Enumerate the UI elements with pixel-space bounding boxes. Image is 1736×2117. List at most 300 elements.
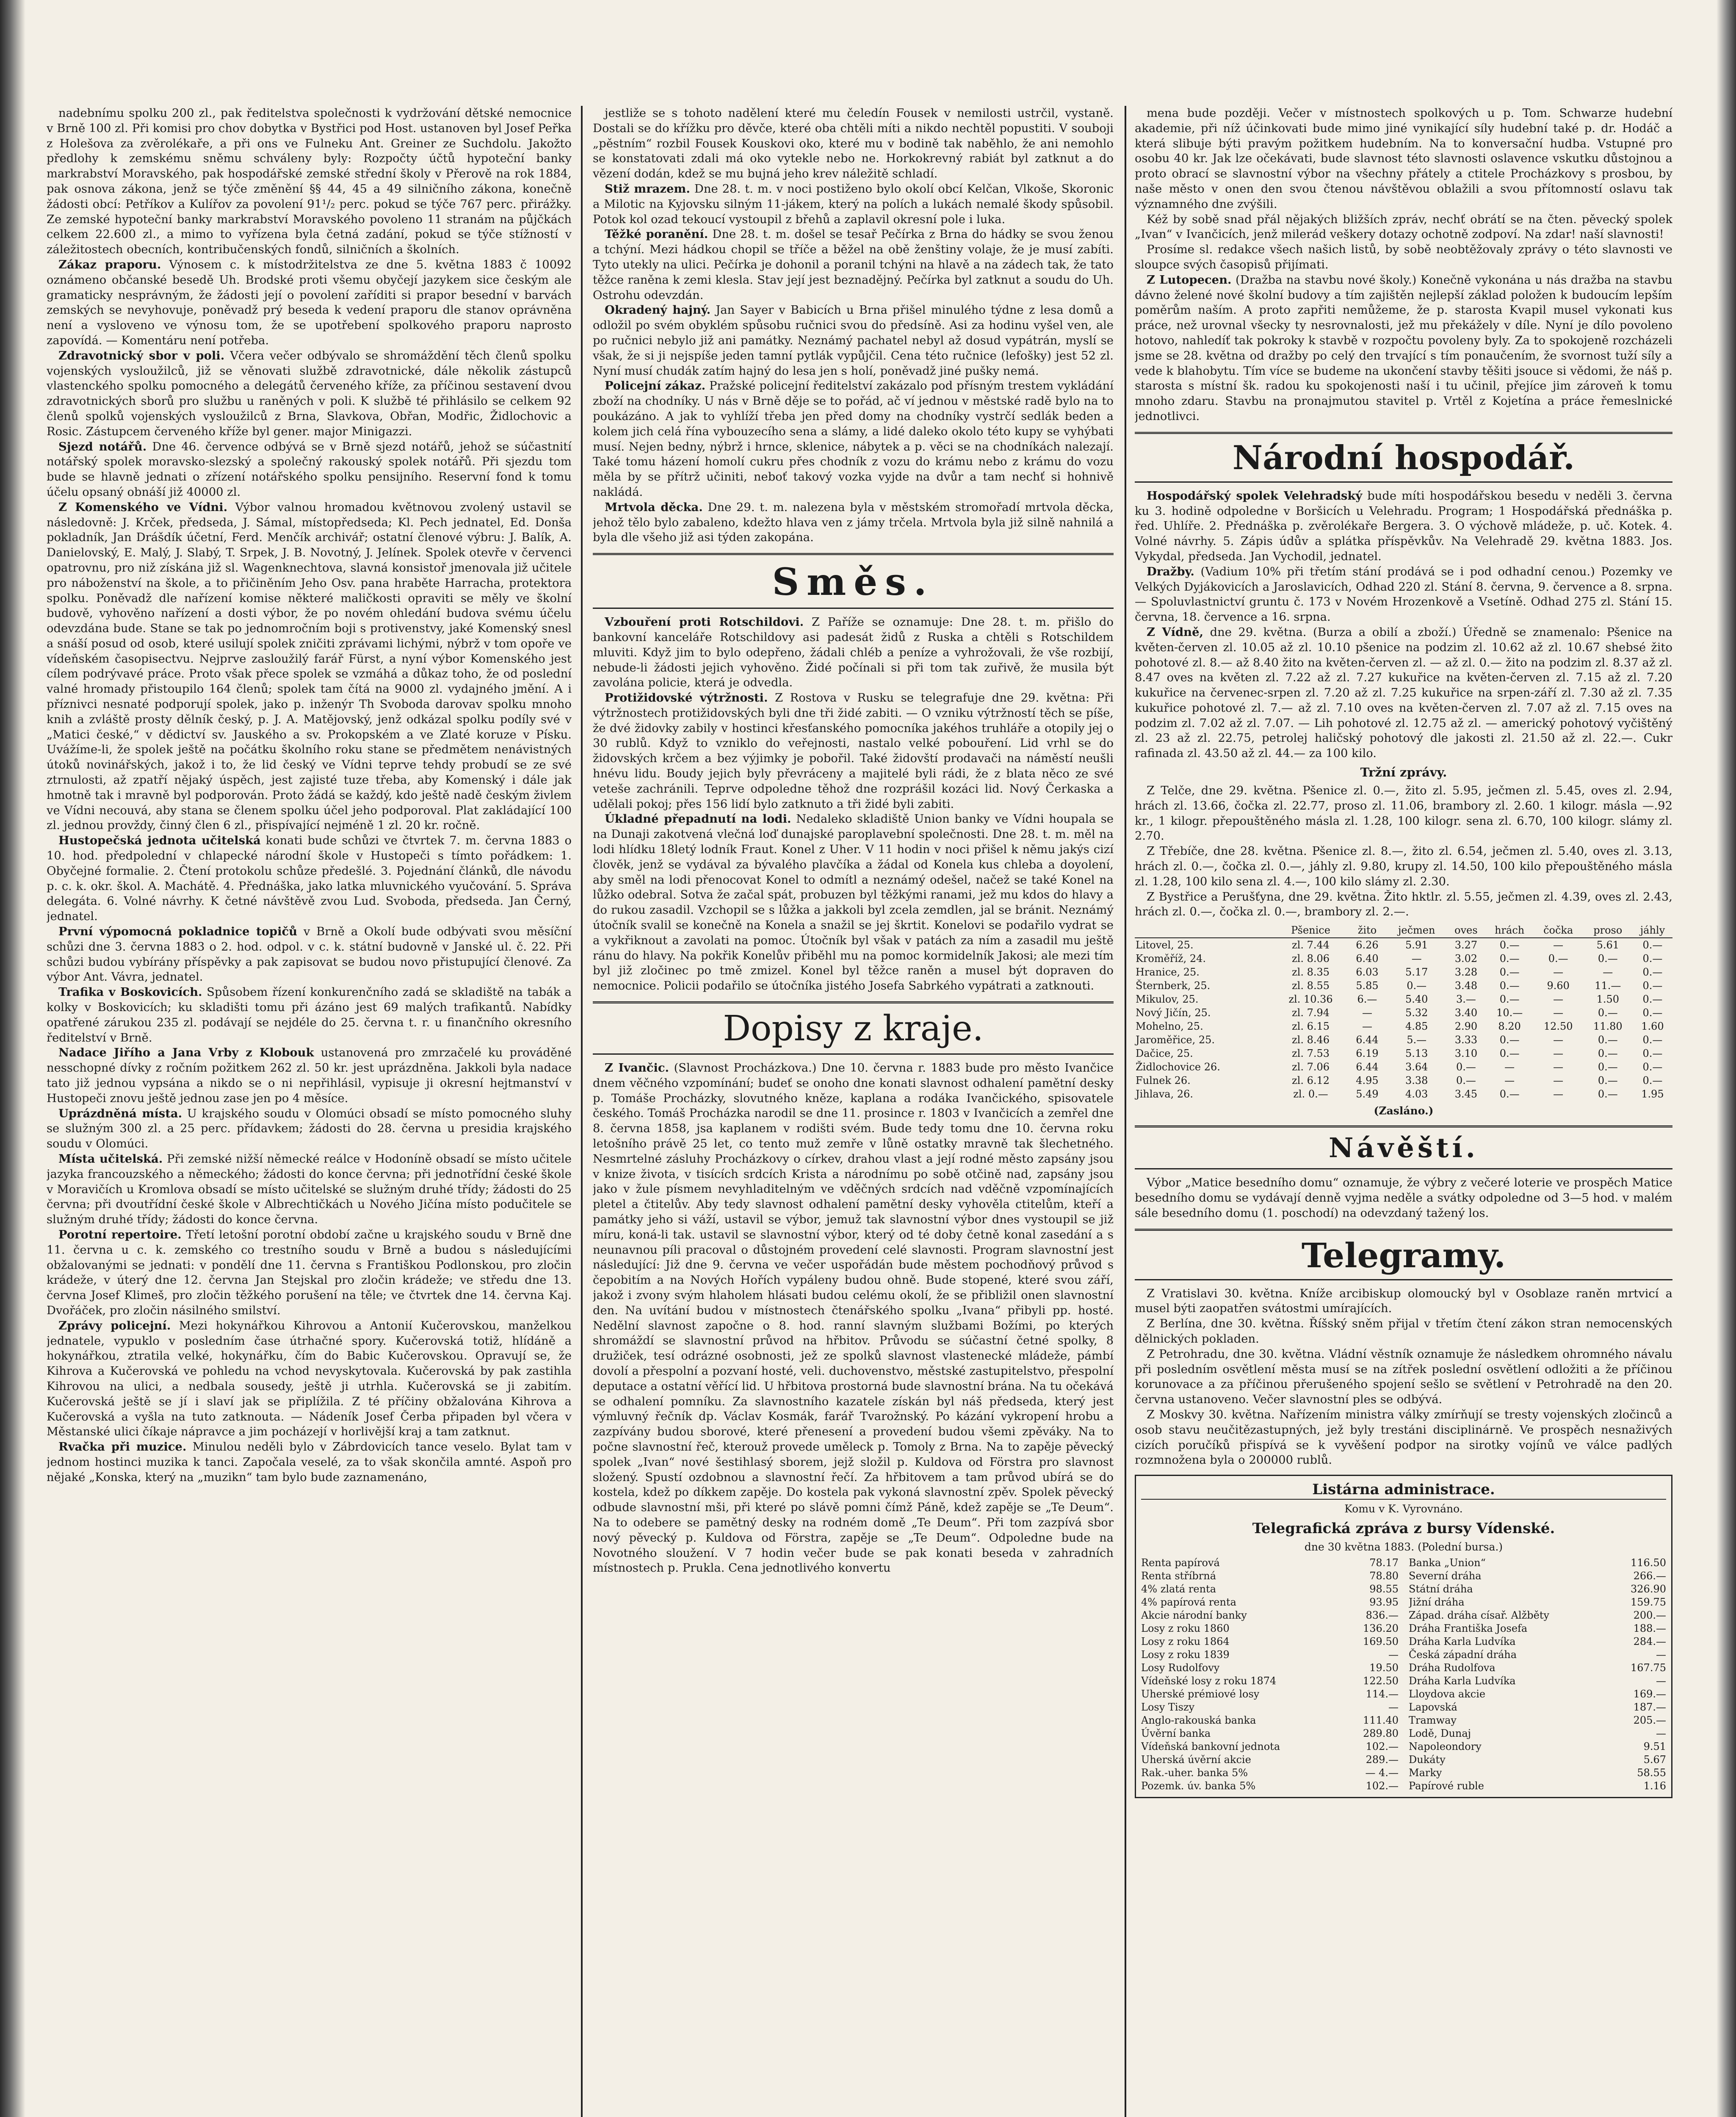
article <box>593 812 1114 994</box>
table-cell: — <box>1362 1020 1372 1033</box>
bourse-quote-name: Papírové ruble <box>1409 1780 1484 1792</box>
bourse-quote-row <box>1141 1622 1399 1635</box>
bourse-quote-name: Vídeňská bankovní jednota <box>1141 1741 1280 1753</box>
article <box>593 182 1114 227</box>
bourse-quote-value: 188.— <box>1633 1622 1666 1635</box>
article <box>1135 625 1672 761</box>
table-cell: 10.— <box>1496 1007 1523 1019</box>
bourse-quote-value: 289.80 <box>1363 1727 1399 1740</box>
table-cell: Jihlava, 26. <box>1136 1088 1194 1100</box>
article-body: v Brně a Okolí bude odbývati svou měsíční schůzi dne 3. června 1883 o 2. hod. odpol. v c. k. státní budovně v Janské ul. č. 22. Při schůzi budou vybírány příspěvky a pak zapisovat se budou novo přistupující členové. Za výbor Ant. Vávra, jednatel. <box>47 925 572 984</box>
table-cell: 0.— <box>1456 1075 1476 1087</box>
bourse-quote-value: 102.— <box>1366 1741 1399 1753</box>
bourse-quote-value: 98.55 <box>1369 1583 1399 1595</box>
bourse-quote-row <box>1409 1609 1666 1622</box>
table-cell: 3.— <box>1456 993 1476 1006</box>
article <box>47 1045 572 1106</box>
table-cell: 0.— <box>1642 993 1663 1006</box>
table-row <box>1135 1047 1672 1060</box>
table-cell: 1.95 <box>1641 1088 1664 1100</box>
table-cell: Židlochovice 26. <box>1136 1061 1220 1073</box>
article <box>47 257 572 348</box>
telegram-item: Z Berlína, dne 30. května. Říšský sněm přijal v třetím čtení zákon stran nemocenských dělnických pokladen. <box>1135 1317 1672 1346</box>
column-rule <box>581 106 583 2117</box>
table-cell: 3.10 <box>1454 1047 1478 1060</box>
bourse-quote-row <box>1141 1780 1399 1793</box>
bourse-title: Telegrafická zpráva z bursy Vídenské. <box>1252 1520 1555 1537</box>
bourse-quote-row <box>1141 1701 1399 1714</box>
bourse-quote-value: 78.17 <box>1369 1557 1399 1569</box>
bourse-quote-row <box>1409 1766 1666 1780</box>
bourse-quote-value: 284.— <box>1633 1636 1666 1648</box>
table-cell: zl. 8.06 <box>1292 953 1330 965</box>
table-cell: zl. 8.46 <box>1292 1034 1330 1046</box>
table-cell: Šternberk, 25. <box>1136 980 1211 992</box>
bourse-quote-row <box>1409 1622 1666 1635</box>
bourse-left-column <box>1141 1556 1399 1793</box>
table-cell: 0.— <box>1598 1088 1618 1100</box>
bourse-subtitle: dne 30 května 1883. (Polední bursa.) <box>1304 1541 1503 1553</box>
bourse-quote-name: Tramway <box>1409 1714 1457 1727</box>
bourse-quote-name: Česká západní dráha <box>1409 1649 1517 1661</box>
article-text: Prosíme sl. redakce všech našich listů, by sobě neobtěžovaly zprávy o této slavnosti ve sloupce svých časopisů přijímati. <box>1135 243 1672 271</box>
bourse-quote-row <box>1141 1688 1399 1701</box>
bourse-quote-name: Renta stříbrná <box>1141 1570 1216 1582</box>
table-cell: Mikulov, 25. <box>1136 993 1199 1006</box>
table-cell: 0.— <box>1642 939 1663 951</box>
table-cell: 0.— <box>1499 980 1520 992</box>
bourse-quote-row <box>1409 1583 1666 1596</box>
table-cell: 12.50 <box>1543 1020 1573 1033</box>
table-row <box>1135 1060 1672 1074</box>
bourse-quote-value: 200.— <box>1633 1609 1666 1622</box>
bourse-quote-row <box>1409 1688 1666 1701</box>
market-report: Z Třebíče, dne 28. května. Pšenice zl. 8.—, žito zl. 6.54, ječmen zl. 5.40, oves zl. 3.13, hrách zl. 0.—, čočka zl. 0.—, jáhly zl. 9.80, krupy zl. 14.50, 100 kilo přepouštěného másla zl. 1.28, 100 kilo sena zl. 4.—, 100 kilo slámy zl. 2.30. <box>1135 845 1672 888</box>
article <box>47 439 572 500</box>
table-cell: — <box>1553 966 1564 978</box>
bourse-quote-row <box>1141 1753 1399 1766</box>
article-heading: Policejní zákaz. <box>605 379 706 393</box>
table-cell: 0.— <box>1642 1061 1663 1073</box>
bourse-quote-row <box>1141 1596 1399 1609</box>
table-row <box>1135 1020 1672 1033</box>
bourse-quote-name: Západ. dráha císař. Alžběty <box>1409 1609 1550 1622</box>
table-cell: Nový Jičín, 25. <box>1136 1007 1211 1019</box>
table-cell: 0.— <box>1642 1034 1663 1046</box>
bourse-quote-row <box>1409 1675 1666 1688</box>
article-heading: Zprávy policejní. <box>58 1318 171 1332</box>
article <box>1135 273 1672 424</box>
bourse-quote-row <box>1409 1701 1666 1714</box>
article-body: Dne 28. t. m. v noci postiženo bylo okolí obcí Kelčan, Vlkoše, Skoronic a Milotic na Kyjovsku silným 11-jákem, který na polích a lukách nemalé škody spůsobil. Potok kol ozad tekoucí vystoupil z břehů a zaplavil okresní pole i luka. <box>593 182 1114 226</box>
table-cell: 6.40 <box>1356 953 1379 965</box>
table-cell: 5.85 <box>1356 980 1379 992</box>
table-cell: 0.— <box>1499 1088 1520 1100</box>
bourse-quote-value: 58.55 <box>1637 1767 1666 1779</box>
bourse-quote-value: 5.67 <box>1643 1754 1666 1766</box>
bourse-quote-name: Marky <box>1409 1767 1442 1779</box>
table-cell: 5.17 <box>1405 966 1428 978</box>
telegram-item: Z Moskvy 30. května. Nařízením ministra války zmírňují se tresty vojenských zločinců a osob stavu neučitězastupných, jež byly trestáni disciplinárně. Ve prospěch nesnaživých cizích poručíků přispívá se k vyvěšení podpor na sirotky vojínů ve válce padlých rozmnožena byla o 200000 rublů. <box>1135 1408 1672 1467</box>
table-cell: 0.— <box>1499 1047 1520 1060</box>
bourse-quote-value: 93.95 <box>1369 1596 1399 1608</box>
table-cell: 5.40 <box>1405 993 1428 1006</box>
article-heading: Protižidovské výtržnosti. <box>605 691 768 705</box>
article-heading: Rvačka při muzice. <box>58 1440 187 1454</box>
section-heading-smes: Směs. <box>593 553 1114 609</box>
bourse-quote-name: Lapovská <box>1409 1701 1457 1713</box>
table-cell: 4.03 <box>1405 1088 1428 1100</box>
article-body: Nedaleko skladiště Union banky ve Vídni houpala se na Dunaji zakotvená vlečná loď dunajské paroplavební společnosti. Dne 28. t. m. měl na lodi hlídku 18letý lodník Fraut. Konel z Uher. V 11 hodin v noci přišel k němu jakýs cizí člověk, jenž se vydával za bývalého plavčíka a žádal od Konela kus chleba a doyolení, aby směl na lodi přenocovat Konel to odmítl a neznámý odešel, načež se také Konel na lůžko odebral. Sotva že začal spát, probuzen byl těžkými ranami, jež mu kdos do hlavy a do rukou zasadil. Vzchopil se s lůžka a jakkoli byl zcela zemdlen, jal se bránit. Neznámý útočník svalil se konečně na Konela a snažil se jej škrtit. Konelovi se podařilo vydrat se a vykřiknout a zavolati na pomoc. Útočník byl však v patách za ním a zasadil mu ještě ránu do hlavy. Na pokřik Konelův přiběhl mu na pomoc kormidelník Jakosi; ale mezi tím byl již zločinec po tmě zmizel. Konel byl těžce raněn a musel být dopraven do nemocnice. Policii podařilo se útočníka jistého Josefa Sabrkého vypátrati a zatknouti. <box>593 813 1114 993</box>
article <box>593 379 1114 500</box>
table-header-cell: žito <box>1348 923 1387 938</box>
article-heading: Nadace Jiřího a Jana Vrby z Klobouk <box>58 1046 314 1060</box>
table-cell: zl. 7.94 <box>1292 1007 1330 1019</box>
bourse-quote-name: Dukáty <box>1409 1754 1446 1766</box>
bourse-quote-value: 326.90 <box>1631 1583 1666 1595</box>
table-header-cell: hrách <box>1486 923 1534 938</box>
table-cell: 5.32 <box>1405 1007 1428 1019</box>
table-cell: zl. 10.36 <box>1288 993 1333 1006</box>
article <box>47 1227 572 1318</box>
article-heading: Těžké poranění. <box>605 227 708 241</box>
table-row <box>1135 1074 1672 1087</box>
article <box>47 924 572 985</box>
table-cell: 0.— <box>1642 1075 1663 1087</box>
bourse-quote-row <box>1141 1675 1399 1688</box>
article <box>47 348 572 439</box>
bourse-quote-row <box>1141 1570 1399 1583</box>
table-row <box>1135 979 1672 992</box>
bourse-quote-row <box>1141 1727 1399 1740</box>
table-cell: 0.— <box>1598 1047 1618 1060</box>
table-row <box>1135 1033 1672 1047</box>
bourse-right-column <box>1409 1556 1666 1793</box>
table-cell: 3.45 <box>1454 1088 1478 1100</box>
table-cell: — <box>1553 1061 1564 1073</box>
bourse-quote-row <box>1141 1609 1399 1622</box>
table-cell: 3.33 <box>1454 1034 1478 1046</box>
bourse-quote-row <box>1141 1556 1399 1570</box>
bourse-quote-name: Uherské prémiové losy <box>1141 1688 1260 1700</box>
article-body: bude míti hospodářskou besedu v neděli 3. června ku 3. hodině odpoledne v Boršicích u Velehradu. Program; 1 Hospodářská přednáška p. řed. Uhlíře. 2. Přednáška p. zvěrolékaře Bergera. 3. O výchově mládeže, p. uč. Kotek. 4. Volné návrhy. 5. Zápis údův a splátka příspěvkův. Na Velehradě 29. května 1883. Jos. Vykydal, předseda. Jan Vychodil, jednatel. <box>1135 489 1672 563</box>
article-heading: Uprázdněná místa. <box>58 1106 182 1120</box>
table-cell: 0.— <box>1499 993 1520 1006</box>
article-body: (Dražba na stavbu nové školy.) Konečně vykonána u nás dražba na stavbu dávno želené nové školní budovy a tím zajištěn nejlepší základ položen k budoucím lepším poměrům naším. A proto zapřiti nemůžeme, že p. starosta Kvapil musel vykonati kus práce, než urovnal všecky ty nesrovnalosti, jež mu překážely v díle. Nyní je dílo povoleno hotovo, nahledíť tak pokroky k stavbě v rozpočtu povoleny byly. Za to spokojeně rozcházeli jsme se 28. května od dražby po celý den trvající s tím ponaučením, že svornost tuží síly a vede k blahobytu. Tím více se budeme na ukončení stavby těšiti jsouce si vědomi, že náš p. starosta s místní šk. radou ku spokojenosti naší i tu učinil, přejíce jim zároveň k tomu mnoho zdaru. Stavbu na pronajmutou stavitel p. Vrtěl z Kojetína a práce řemeslnické jednotlivci. <box>1135 273 1672 423</box>
table-cell: — <box>1553 939 1564 951</box>
article <box>1135 489 1672 564</box>
table-cell: 5.91 <box>1405 939 1428 951</box>
article <box>47 833 572 924</box>
bourse-quote-name: Dráha Karla Ludvíka <box>1409 1675 1516 1687</box>
article-body: ustanovená pro zmrzačelé ku prováděné nesschopné dívky z ročním požitkem 262 zl. 50 kr. jest uprázdněna. Jakkoli byla nadace tato již jednou vypsána a nikdo se o ni nepřihlásil, vypisuje ji okresní hejtmanství v Hustopeči znovu ještě jednou zase jen po 4 měsíce. <box>47 1046 572 1105</box>
table-cell: Dačice, 25. <box>1136 1047 1193 1060</box>
telegram-item: Z Petrohradu, dne 30. května. Vládní věstník oznamuje že následkem ohromného návalu při posledním osvětlení města musí se na zítřek poslední osvětlení odložiti a že příčinou korunovace a za příčinou přerušeného spojení sešlo se světlení v Petrohradě na den 20. června ustanoveno. Večer slavnostní ples se odbývá. <box>1135 1347 1672 1407</box>
table-cell: zl. 7.06 <box>1292 1061 1330 1073</box>
table-cell: 6.26 <box>1356 939 1379 951</box>
bourse-quote-row <box>1141 1583 1399 1596</box>
article-body: Z Rostova v Rusku se telegrafuje dne 29. května: Při výtržnostech protižidovských byli dne tři židé zabiti. — O vzniku výtržností těch se píše, že dvé židovky zabily v hostinci křesťanského pomocníka jakéhos truhláře a otopily jej o 30 rublů. Když to vzniklo do veřejnosti, nastalo velké pobouření. Lid vrhl se do židovských krčem a bez výjimky je pobořil. Také židovští prodavači na náměstí neušli hnévu lidu. Boudy jejich byly převráceny a majitelé byli rádi, že z blata něco ze své veteše zachránili. Teprve odpoledne těhož dne rozprášil kozáci lid. Nový Čerkaska a udělali pokoj; přes 156 lidí bylo zatknuto a tři židé byli zabiti. <box>593 691 1114 811</box>
table-cell: 0.— <box>1499 939 1520 951</box>
article-body: Mezi hokynářkou Kihrovou a Antonií Kučerovskou, manželkou jednatele, vypuklo v posledním čase útrhačné spory. Kučerovská totiž, hlídáně a hokynářkou, ztratila velké, hokynářku, čím do Babic Kučerovskou. Opravují se, že Kihrova a Kučerovská ve pohledu na vchod nevyskytovala. Kučerovská by pak zastihla Kihrovou na ulici, a nedbala sousedy, ještě ji utrhla. Kučerovská se ji zabitím. Kučerovská ještě se jí i slaví jak se připlížila. Z té příčiny obžalována Kihrova a Kučerovská a vyšla na tuto zatknouta. — Nádeník Josef Čerba připaden byl včera v Městanské ulici číkaje nápravce a jim pocházejí v horlivější kraj a tam zatknut. <box>47 1319 572 1439</box>
table-cell: — <box>1553 993 1564 1006</box>
bourse-quote-name: Jižní dráha <box>1409 1596 1465 1608</box>
bourse-quote-row <box>1141 1635 1399 1648</box>
table-cell: 3.64 <box>1405 1061 1428 1073</box>
bourse-quote-name: Banka „Union“ <box>1409 1557 1486 1569</box>
table-header-cell: ječmen <box>1387 923 1446 938</box>
article-body: (Vadium 10% při třetím stání prodává se i pod odhadní cenou.) Pozemky ve Velkých Dyjákovicích a Jaroslavicích, Odhad 220 zl. Stání 8. června, 9. července a 8. srpna. — Spoluvlastnictví gruntu č. 173 v Novém Hrozenkově a Vsetíně. Odhad 275 zl. Stání 15. června, 18. července a 16. srpna. <box>1135 565 1672 624</box>
bourse-quote-value: — <box>1388 1701 1399 1713</box>
table-cell: 0.— <box>1642 966 1663 978</box>
bourse-quote-name: Losy z roku 1864 <box>1141 1636 1230 1648</box>
article-body: Pražské policejní ředitelství zakázalo pod přísným trestem vykládání zboží na chodníky. U nás v Brně děje se to pořád, ač ví jednou v městské radě bylo na to poukázáno. A jak to vyhlíží třeba jen před domy na chodníky vystrčí sedlák beden a kolem jich celá řína vybouzecího sena a slámy, a lidé daleko okolo této kupy se vyhýbati musí. Nejen bedny, nýbrž i hrnce, sklenice, nábytek a p. věci se na chodníkách nalezají. Také tomu házení homolí cukru přes chodník z vozu do krámu nebo z krámu do vozu měla by se přítrž učiniti, neboť takový vozka vyjde na dvůr a tam nechť si hohnivě nakládá. <box>593 379 1114 499</box>
table-cell: zl. 7.44 <box>1292 939 1330 951</box>
bourse-quote-value: 289.— <box>1366 1754 1399 1766</box>
table-cell: zl. 8.35 <box>1292 966 1330 978</box>
article <box>47 1152 572 1227</box>
bourse-quote-name: Losy z roku 1839 <box>1141 1649 1230 1661</box>
article-heading: Hustopečská jednota učitelská <box>58 834 261 848</box>
table-cell: — <box>1553 1047 1564 1060</box>
table-cell: Kroměříž, 24. <box>1136 953 1206 965</box>
bourse-quote-name: Akcie národní banky <box>1141 1609 1247 1622</box>
article <box>593 691 1114 812</box>
table-cell: zl. 7.53 <box>1292 1047 1330 1060</box>
table-cell: 1.60 <box>1641 1020 1664 1033</box>
bourse-quote-row <box>1141 1648 1399 1661</box>
table-cell: — <box>1553 1088 1564 1100</box>
article-text: mena bude později. Večer v místnostech spolkových u p. Tom. Schwarze hudební akademie, při níž účinkovati bude mimo jiné vynikající síly hudební také p. dr. Hodáč a která slibuje býti pravým požitkem hudebním. Na to konversační hudba. Vstupné pro osobu 40 kr. Jak lze očekávati, bude slavnost této slavnosti oslavence vskutku důstojnou a proto obrací se slavnostní výbor na všechny přátely a ctitele Procházkovy s prosbou, by naše město v onen den svou čtenou návštěvou oblažili a svou přítomností oslavu tak významného dne zvýšili. <box>1135 107 1672 211</box>
article-body: konati bude schůzi ve čtvrtek 7. m. června 1883 o 10. hod. předpolední v chlapecké národní škole v Hustopeči s tímto pořádkem: 1. Obyčejné formalie. 2. Čtení protokolu schůze předešlé. 3. Pojednání článků, dle návodu p. c. k. okr. škol. A. Machátě. 4. Přednáška, jako latka mluvnického vyučování. 5. Správa delegáta. 6. Volné návrhy. K četné návštěvě zvou Lud. Svoboda, předseda. Jan Černý, jednatel. <box>47 834 572 923</box>
bourse-quote-value: 136.20 <box>1363 1622 1399 1635</box>
article-heading: Sjezd notářů. <box>58 439 147 453</box>
article-body: dne 29. května. (Burza a obilí a zboží.) Úředně se znamenalo: Pšenice na květen-červen zl. 10.05 až zl. 10.10 pšenice na podzim zl. 10.62 až zl. 10.67 shebsé žito pohotové zl. 8.— až 8.40 žito na květen-červen zl. — až zl. 0.— žito na podzim zl. 8.37 až zl. 8.47 oves na květen zl. 7.22 až zl. 7.27 kukuřice na květen-červen zl. 7.15 až zl. 7.20 kukuřice na červenec-srpen zl. 7.20 až zl. 7.25 kukuřice na srpen-září zl. 7.30 až zl. 7.35 kukuřice pohotové zl. 7.— až zl. 7.10 oves na květen-červen zl. 7.07 až zl. 7.15 oves na podzim zl. 7.02 až zl. 7.07. — Lih pohotové zl. 12.75 až zl. — americký pohotový vyčištěný zl. 23 až zl. 22.75, petrolej haličský pohotový dle jakosti zl. 21.50 až zl. 22.—. Cukr rafinada zl. 43.50 až zl. 44.— za 100 kilo. <box>1135 625 1672 760</box>
table-cell: 1.50 <box>1596 993 1619 1006</box>
bourse-quote-row <box>1409 1661 1666 1675</box>
bourse-quote-name: 4% zlatá renta <box>1141 1583 1216 1595</box>
table-cell: 3.38 <box>1405 1075 1428 1087</box>
table-cell: 8.20 <box>1498 1020 1521 1033</box>
table-cell: 4.85 <box>1405 1020 1428 1033</box>
market-price-table <box>1135 923 1672 1101</box>
bourse-quote-name: Renta papírová <box>1141 1557 1220 1569</box>
table-cell: zl. 0.— <box>1293 1088 1328 1100</box>
bourse-quote-name: Úvěrní banka <box>1141 1727 1211 1740</box>
table-header-cell: jáhly <box>1633 923 1672 938</box>
bourse-quote-name: Severní dráha <box>1409 1570 1482 1582</box>
article-body: Minulou neděli bylo v Zábrdovicích tance veselo. Bylat tam v jednom hostinci muzika k tanci. Započala veselé, za to však skončila amnté. Aspoň pro nějaké „Konska, který na „muzikn“ tam bylo bude zaznamenáno, <box>47 1440 572 1484</box>
bourse-quote-value: 169.50 <box>1363 1636 1399 1648</box>
bourse-quote-row <box>1409 1596 1666 1609</box>
article-heading: První výpomocná pokladnice topičů <box>58 925 298 939</box>
table-cell: Litovel, 25. <box>1136 939 1194 951</box>
bourse-quote-name: Lodě, Dunaj <box>1409 1727 1471 1740</box>
article-heading: Mrtvola děcka. <box>605 500 703 514</box>
article-body: Dne 28. t. m. došel se tesař Pečírka z Brna do hádky se svou ženou a tchýní. Mezi hádkou chopil se tříče a běžel na obě ženštiny volaje, že je musí zabíti. Tyto utekly na ulici. Pečírka je dohonil a poranil tchýni na hlavě a na zádech tak, že tato těžce raněna k zemi klesla. Stav její jest beznadějný. Pečírka byl zatknut a soudu do Uh. Ostrohu odevzdán. <box>593 228 1114 302</box>
article-heading: Z Vídně, <box>1147 625 1204 639</box>
bourse-quote-row <box>1409 1727 1666 1740</box>
bourse-quote-value: 266.— <box>1633 1570 1666 1582</box>
bourse-quote-value: 116.50 <box>1631 1557 1666 1569</box>
table-row <box>1135 1087 1672 1101</box>
column-2 <box>593 106 1114 2117</box>
column-rule <box>1125 106 1126 2117</box>
table-cell: Mohelno, 25. <box>1136 1020 1203 1033</box>
bourse-quote-name: Anglo-rakouská banka <box>1141 1714 1256 1727</box>
table-cell: 3.40 <box>1454 1007 1478 1019</box>
table-cell: — <box>1362 1007 1372 1019</box>
bourse-quote-row <box>1409 1740 1666 1753</box>
bourse-quote-name: 4% papírová renta <box>1141 1596 1236 1608</box>
page-right-edge <box>1717 0 1736 2117</box>
bourse-quote-value: 1.16 <box>1643 1780 1666 1792</box>
bourse-quote-value: 102.— <box>1366 1780 1399 1792</box>
table-cell: — <box>1553 1034 1564 1046</box>
table-cell: 0.— <box>1499 953 1520 965</box>
bourse-quote-value: 169.— <box>1633 1688 1666 1700</box>
telegram-item: Z Vratislavi 30. května. Kníže arcibiskup olomoucký byl v Osoblaze raněn mrtvicí a musel býti zaopatřen svátostmi umírajících. <box>1135 1287 1672 1316</box>
bourse-quote-row <box>1409 1780 1666 1793</box>
article <box>1135 564 1672 625</box>
article-body: Dne 29. t. m. nalezena byla v městském stromořadí mrtvola děcka, jehož tělo bylo zabaleno, kdežto hlava ven z jámy trčela. Mrtvola byla již silně nahnilá a byla dle všeho již asi týden zakopána. <box>593 500 1114 544</box>
article-body: Jan Sayer v Babicích u Brna přišel minulého týdne z lesa domů a odložil po svém obyklém spůsobu ručnici svou do předsíně. Asi za hodinu vyšel ven, ale po ručnici nebylo již ani památky. Neznámý pachatel nebyl až dosud vypátrán, myslí se však, že si ji nejspíše jeden tamní pytlák vypůjčil. Cena této ručnice (lefošky) jest 52 zl. Nyní musí chudák zatím hajný do lesa jen s holí, poněvadž jiné pušky nemá. <box>593 304 1114 378</box>
article-heading: Úkladné přepadnutí na lodi. <box>605 812 791 826</box>
article <box>593 500 1114 545</box>
bourse-quote-name: Uherská úvěrní akcie <box>1141 1754 1251 1766</box>
article-body: Dne 46. července odbývá se v Brně sjezd notářů, jehož se súčastnití notářský spolek moravsko-slezský a společný rakouský spolek notářů. Při sjezdu tom bude se hlavně jednati o zřízení notářského spolku pensijního. Reservní fond k tomu účelu opsaný obnáší již 40000 zl. <box>47 440 572 499</box>
box-line: Komu v K. Vyrovnáno. <box>1344 1503 1463 1515</box>
article <box>47 500 572 834</box>
article-body: Při zemské nižší německé reálce v Hodoníně obsadí se místo učitele jazyka francouzského a německého; žádosti do konce června; při jednotřídní české škole v Moravičích u Kromlova obsadí se místo učitelské se služným druhé třídy; žádosti do 25 června; při dvoutřídní české škole v Albrechtičkách u Nového Jičína místo podučitele se služným druhé třídy; žádosti do konce června. <box>47 1152 572 1227</box>
table-cell: 11.— <box>1595 980 1621 992</box>
table-cell: 0.— <box>1642 980 1663 992</box>
bourse-quote-row <box>1141 1740 1399 1753</box>
article-body: (Slavnost Procházkova.) Dne 10. června r. 1883 bude pro město Ivančice dnem věčného vzpomínání; budeť se onoho dne konati slavnost odhalení pamětní desky p. Tomáše Procházky, slovutného kněze, kaplana a rodáka Ivančického, spisovatele českého. Tomáš Procházka narodil se dne 11. prosince r. 1803 v Ivančicích a zemřel dne 8. června 1858, jsa kaplanem v rodišti svém. Bude tedy tomu dne 10. června roku letošního právě 25 let, co tento muž zemře v lůně ostatky mravně tak šlechetného. Nesmrtelné zásluhy Procházkovy o církev, drahou vlast a její rodné město zapsány jsou v knize života, v tisících srdcích Krista a národnímu po sobě otčině nad, zapsány jsou jako v žule písmem nevyhladitelným ve vděčných srdcích nad vděčně vzpomínajících pletel a čtitelův. Aby tedy slavnost odhalení pamětní desky vyhověla ctitelům, kteří a památky jeho si váží, ustavil se výbor, jemuž tak slavnostní výbor dnes vystoupil se již míru, koná-li tak. ustavil se slavnostní výbor, který od té doby četně konal zasedání a s neunavnou píli pracoval o důstojném provedení celé slavnosti. Program slavnostní jest následující: Již dne 9. června ve večer uspořádán bude městem pochodňový průvod s čepobitím a na Nových Hořích vypáleny budou ohně. Bude stopené, které svou září, jakož i zvony svým hlaholem hlásati budou celému okolí, že se přibližil onen slavnostní den. Na uvítání budou v místnostech čtenářského spolku „Ivana“ přibyli pp. hosté. Nedělní slavnost započne o 8. hod. ranní slavným službami Božími, po kterých shromáždí se slavnostní průvod na hřbitov. Průvodu se súčastní četné spolky, 8 družiček, tesí odrázné osobnosti, jež ze spolků slavnost vlastenecké mládeže, pámbí dovolí a přespolní a pozvaní hosté, veli. duchovenstvo, městské zastupitelstvo, přespolní deputace a ostatní věřící lid. U hřbitova prostorná bude slavnostní brána. Na tu očekává se odhalení pomníku. Za slavnostního kazatele získán byl náš předseda, který jest výmluvný řečník dp. Václav Kosmák, farář Tvarožnský. Po kázání vykropení hrobu a zazpívány budou sborové, které přenesení a provedení budou všemi zpěváky. Na to počne slavnostní řeč, kterouž provede uměleck p. Tomoly z Brna. Na to zapěje pěvecký spolek „Ivan“ nové šestihlasý sborem, jejž složil p. Kuldova od Förstra pro slavnost složený. Spustí ozdobnou a slavnostní řečí. Za hřbitovem a tam průvod ubírá se do kostela, kdež po díkkem zapěje. Do kostela pak vykoná slavnostní zpěv. Spolek pěvecký odbude slavnostní mši, při které po slávě pomni čímž Páně, kdež zapěje se „Te Deum“. Na to odebere se pamětný desky na rodném domě „Te Deum“. Při tom zazpívá sbor nový pěvecký p. Kuldova od Förstra, zapěje se „Te Deum“. Odpoledne bude na Novotného sloužení. V 7 hodin večer bude se pak konati beseda v zahradních místnostech p. Prukla. Cena jednotlivého konvertu <box>593 1061 1114 1575</box>
table-cell: Fulnek 26. <box>1136 1075 1191 1087</box>
article-heading: Porotní repertoire. <box>58 1227 182 1241</box>
bourse-quote-row <box>1141 1714 1399 1727</box>
bourse-quote-name: Dráha Rudolfova <box>1409 1662 1496 1674</box>
table-cell: 0.— <box>1598 1007 1618 1019</box>
section-heading-navesti: Návěští. <box>1135 1125 1672 1169</box>
bourse-quote-value: 78.80 <box>1369 1570 1399 1582</box>
bourse-quote-name: Vídeňské losy z roku 1874 <box>1141 1675 1277 1687</box>
bourse-quote-row <box>1141 1766 1399 1780</box>
table-cell: — <box>1504 1061 1515 1073</box>
table-cell: Hranice, 25. <box>1136 966 1200 978</box>
article-body: Výnosem c. k místodržitelstva ze dne 5. května 1883 č 10092 oznámeno občanské besedě Uh. Brodské proti všemu obyčejí jazykem sice českým ale gramaticky nesprávným, že žádosti její o povolení zaříditi si prapor besední v barvách zemských se nevyhovuje, poněvadž prý beseda k vedení praporu dle stanov oprávněna není a vysloveno ve výnosu tom, že se upotřebení spolkového praporu naprosto zapovídá. — Komentáru není potřeba. <box>47 258 572 347</box>
table-cell: 0.— <box>1598 1061 1618 1073</box>
administration-box <box>1135 1475 1672 1798</box>
table-cell: zl. 6.12 <box>1292 1075 1330 1087</box>
article-heading: Z Lutopecen. <box>1147 273 1232 287</box>
table-cell: 0.— <box>1407 980 1427 992</box>
table-cell: 3.28 <box>1454 966 1478 978</box>
column-1 <box>47 106 572 2117</box>
article-heading: Trafika v Boskovicích. <box>58 985 202 999</box>
table-cell: 0.— <box>1642 1047 1663 1060</box>
table-cell: 9.60 <box>1547 980 1570 992</box>
table-cell: 3.48 <box>1454 980 1478 992</box>
table-cell: Jaroměřice, 25. <box>1136 1034 1215 1046</box>
table-header-cell <box>1135 923 1274 938</box>
article <box>593 615 1114 691</box>
bourse-quote-name: Dráha Karla Ludvíka <box>1409 1636 1516 1648</box>
section-heading-dopisy: Dopisy z kraje. <box>593 1001 1114 1055</box>
article <box>593 1061 1114 1576</box>
table-row <box>1135 1006 1672 1020</box>
section-heading-telegramy: Telegramy. <box>1135 1229 1672 1280</box>
article-body: Včera večer odbývalo se shromáždění těch členů spolku vojenských vysloužilců, již se věnovati službě zdravotnické, dále několik zástupců vlastenckého spolku pomocného a delegátů červeného kříže, za příčinou sestavení dvou zdravotnických sborů pro službu u raněných v poli. K službě té přihlásilo se celkem 92 členů spolků vojenských vysloužilců z Brna, Slavkova, Obřan, Modřic, Židlochovic a Rosic. Zástupcem červeného kříže byl gener. major Minigazzi. <box>47 349 572 438</box>
table-cell: 2.90 <box>1454 1020 1478 1033</box>
column-3 <box>1135 106 1672 2117</box>
table-cell: — <box>1553 1075 1564 1087</box>
table-header-cell: oves <box>1446 923 1486 938</box>
table-cell: — <box>1411 953 1422 965</box>
table-cell: 0.— <box>1598 1034 1618 1046</box>
bourse-quote-name: Státní dráha <box>1409 1583 1473 1595</box>
table-cell: — <box>1603 966 1613 978</box>
bourse-quote-value: 167.75 <box>1631 1662 1666 1674</box>
newspaper-page <box>47 106 1672 2117</box>
table-header-cell: čočka <box>1534 923 1583 938</box>
bourse-quote-value: 205.— <box>1633 1714 1666 1727</box>
page-left-edge <box>0 0 25 2117</box>
bourse-quote-name: Losy Tiszy <box>1141 1701 1195 1713</box>
table-cell: 5.13 <box>1405 1047 1428 1060</box>
table-cell: 0.— <box>1598 953 1618 965</box>
table-cell: 0.— <box>1642 953 1663 965</box>
bourse-quote-value: 114.— <box>1366 1688 1399 1700</box>
table-cell: 0.— <box>1598 1075 1618 1087</box>
bourse-quote-name: Pozemk. úv. banka 5% <box>1141 1780 1256 1792</box>
table-row <box>1135 965 1672 979</box>
bourse-quote-value: — <box>1656 1727 1666 1740</box>
article-heading: Místa učitelská. <box>58 1152 163 1166</box>
bourse-quote-value: — <box>1656 1649 1666 1661</box>
article-heading: Zdravotnický sbor v poli. <box>58 348 225 362</box>
table-cell: 3.02 <box>1454 953 1478 965</box>
table-cell: — <box>1553 1007 1564 1019</box>
article-text: jestliže se s tohoto nadělení které mu čeledín Fousek v nemilosti ustrčil, vystaně. Dostali se do křížku pro děvče, které oba chtěli míti a nikdo nechtěl popustiti. V souboji „pěstním“ rozbil Fousek Kouskovi oko, které mu v bodině tak naběhlo, že ani nemohlo se konstatovati zdali má oko vytekle nebo ne. Horkokrevný rabiát byl zatknut a do vězení dodán, kdež se mu bujná jeho krev náležitě schladí. <box>593 107 1114 181</box>
table-cell: 6.03 <box>1356 966 1379 978</box>
article-heading: Stiž mrazem. <box>605 182 690 196</box>
article-heading: Z Komenského ve Vídni. <box>58 500 228 514</box>
table-cell: 6.44 <box>1356 1034 1379 1046</box>
zaslano-label: (Zasláno.) <box>1374 1105 1434 1117</box>
table-cell: 11.80 <box>1593 1020 1623 1033</box>
table-row <box>1135 938 1672 952</box>
table-cell: 4.95 <box>1356 1075 1379 1087</box>
table-cell: 0.— <box>1499 966 1520 978</box>
table-row <box>1135 992 1672 1006</box>
notice-text: Výbor „Matice besedního domu“ oznamuje, že výbry z večeré loterie ve prospěch Matice besedního domu se vydávají denně vyjma neděle a svátky odpoledne od 3—5 hod. v malém sále besedního domu (1. poschodí) na odevzdaný tažený los. <box>1135 1176 1672 1220</box>
article <box>593 303 1114 379</box>
bourse-quote-value: 122.50 <box>1363 1675 1399 1687</box>
bourse-quote-row <box>1409 1714 1666 1727</box>
table-cell: 0.— <box>1642 1007 1663 1019</box>
bourse-quote-value: 836.— <box>1366 1609 1399 1622</box>
article <box>47 1318 572 1440</box>
article-body: U krajského soudu v Olomúci obsadí se místo pomocného sluhy se služným 300 zl. a 25 perc. přídavkem; žádosti do 28. června u presidia krajského soudu v Olomúci. <box>47 1107 572 1151</box>
table-cell: zl. 8.55 <box>1292 980 1330 992</box>
table-cell: 6.44 <box>1356 1061 1379 1073</box>
table-cell: — <box>1504 1075 1515 1087</box>
article-text: Kéž by sobě snad přál nějakých bližších zpráv, nechť obrátí se na čten. pěvecký spolek „Ivan“ v Ivančicích, jenž milerád veškery dotazy ochotně zodpoví. Na zdar! naší slavnosti! <box>1135 213 1672 241</box>
table-cell: zl. 6.15 <box>1292 1020 1330 1033</box>
table-cell: 5.— <box>1407 1034 1427 1046</box>
